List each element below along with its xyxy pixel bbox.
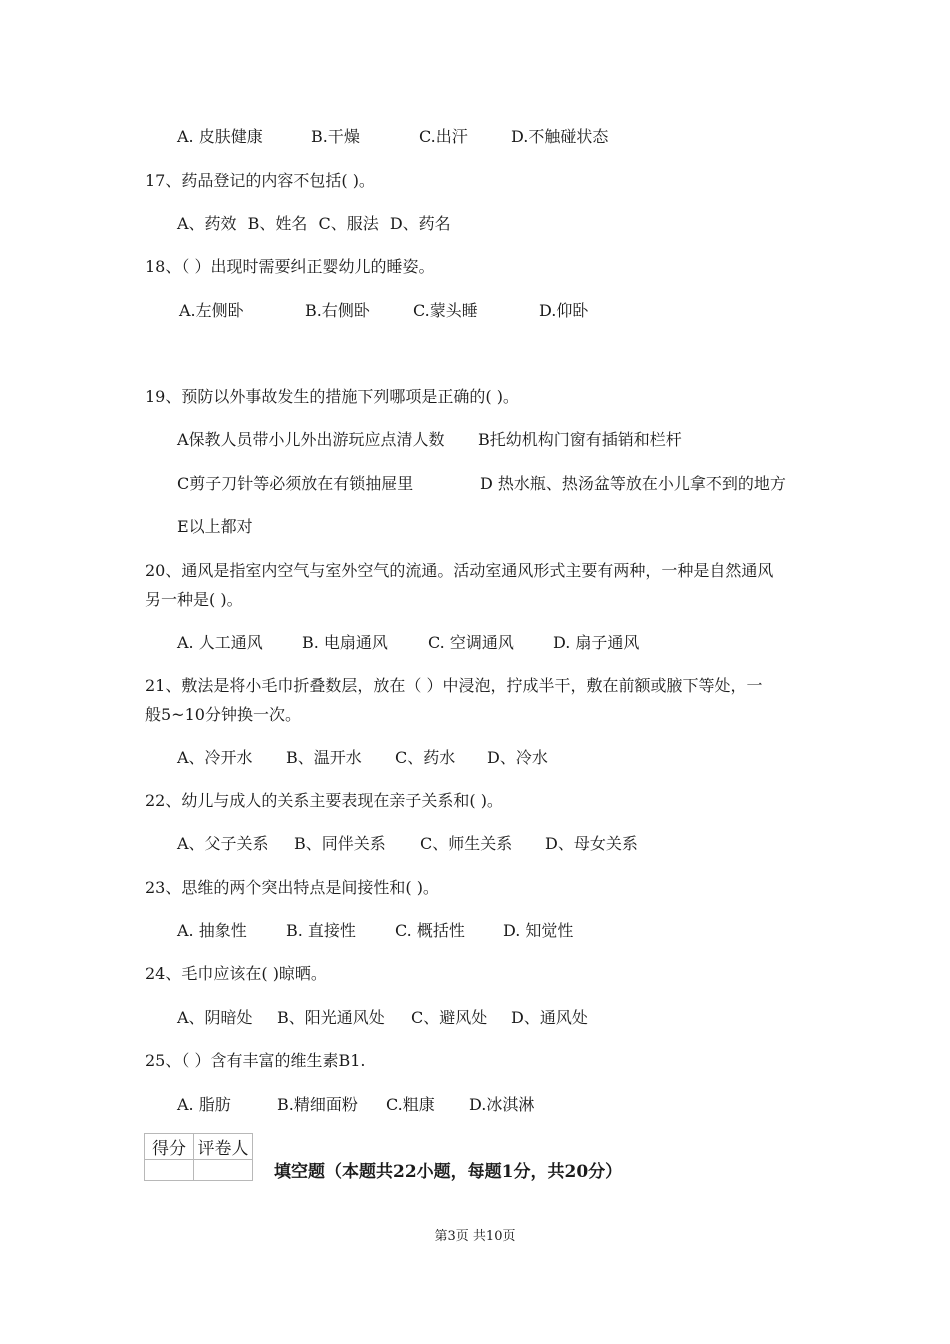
option-a: A.左侧卧	[179, 301, 244, 320]
option-c: C.出汗	[419, 127, 468, 146]
option-c: C、师生关系	[420, 834, 513, 853]
score-cell	[145, 1160, 194, 1181]
question-17-options: A、药效 B、姓名 C、服法 D、药名	[177, 214, 451, 233]
option-c: C. 空调通风	[428, 633, 514, 652]
grader-cell	[194, 1160, 253, 1181]
option-d: D 热水瓶、热汤盆等放在小儿拿不到的地方	[480, 474, 786, 493]
option-c: C剪子刀针等必须放在有锁抽屉里	[177, 474, 414, 493]
option-d: D.冰淇淋	[469, 1095, 535, 1114]
question-21-line1: 21、敷法是将小毛巾折叠数层，放在（ ）中浸泡，拧成半干，敷在前额或腋下等处，一	[145, 676, 763, 695]
option-d: D. 知觉性	[503, 921, 574, 940]
question-20-line2: 另一种是( )。	[145, 590, 243, 609]
option-d: D、母女关系	[545, 834, 638, 853]
option-c: C、避风处	[411, 1008, 488, 1027]
option-e: E以上都对	[177, 517, 253, 536]
option-a: A、父子关系	[177, 834, 269, 853]
option-b: B、阳光通风处	[277, 1008, 385, 1027]
question-25: 25、（ ）含有丰富的维生素B1.	[145, 1051, 366, 1070]
question-17: 17、药品登记的内容不包括( )。	[145, 171, 375, 190]
question-23: 23、思维的两个突出特点是间接性和( )。	[145, 878, 439, 897]
section-title: 填空题（本题共22小题，每题1分，共20分）	[274, 1162, 623, 1182]
question-19: 19、预防以外事故发生的措施下列哪项是正确的( )。	[145, 387, 519, 406]
question-22: 22、幼儿与成人的关系主要表现在亲子关系和( )。	[145, 791, 503, 810]
option-c: C、药水	[395, 748, 456, 767]
option-a: A保教人员带小儿外出游玩应点清人数	[177, 430, 445, 449]
option-c: C.粗康	[386, 1095, 435, 1114]
option-c: C. 概括性	[395, 921, 465, 940]
option-b: B.精细面粉	[277, 1095, 358, 1114]
option-a: A. 抽象性	[177, 921, 247, 940]
option-b: B、温开水	[286, 748, 362, 767]
page-footer: 第3页 共10页	[434, 1229, 516, 1244]
option-d: D.仰卧	[539, 301, 589, 320]
option-b: B. 直接性	[286, 921, 356, 940]
option-d: D. 扇子通风	[553, 633, 640, 652]
grader-header: 评卷人	[194, 1134, 253, 1160]
question-20-line1: 20、通风是指室内空气与室外空气的流通。活动室通风形式主要有两种，一种是自然通风	[145, 561, 774, 580]
question-24: 24、毛巾应该在( )晾晒。	[145, 964, 327, 983]
question-18: 18、（ ）出现时需要纠正婴幼儿的睡姿。	[145, 257, 435, 276]
option-a: A. 人工通风	[177, 633, 263, 652]
score-header: 得分	[145, 1134, 194, 1160]
option-d: D、冷水	[487, 748, 548, 767]
option-d: D.不触碰状态	[511, 127, 609, 146]
option-b: B.干燥	[311, 127, 360, 146]
option-b: B、同伴关系	[294, 834, 386, 853]
option-a: A. 脂肪	[177, 1095, 231, 1114]
question-21-line2: 般5~10分钟换一次。	[145, 705, 301, 724]
option-d: D、通风处	[511, 1008, 588, 1027]
option-a: A. 皮肤健康	[177, 127, 263, 146]
option-a: A、冷开水	[177, 748, 253, 767]
option-a: A、阴暗处	[177, 1008, 253, 1027]
option-c: C.蒙头睡	[413, 301, 478, 320]
option-b: B.右侧卧	[305, 301, 370, 320]
score-table	[144, 1133, 253, 1181]
option-b: B. 电扇通风	[302, 633, 388, 652]
option-b: B托幼机构门窗有插销和栏杆	[478, 430, 682, 449]
